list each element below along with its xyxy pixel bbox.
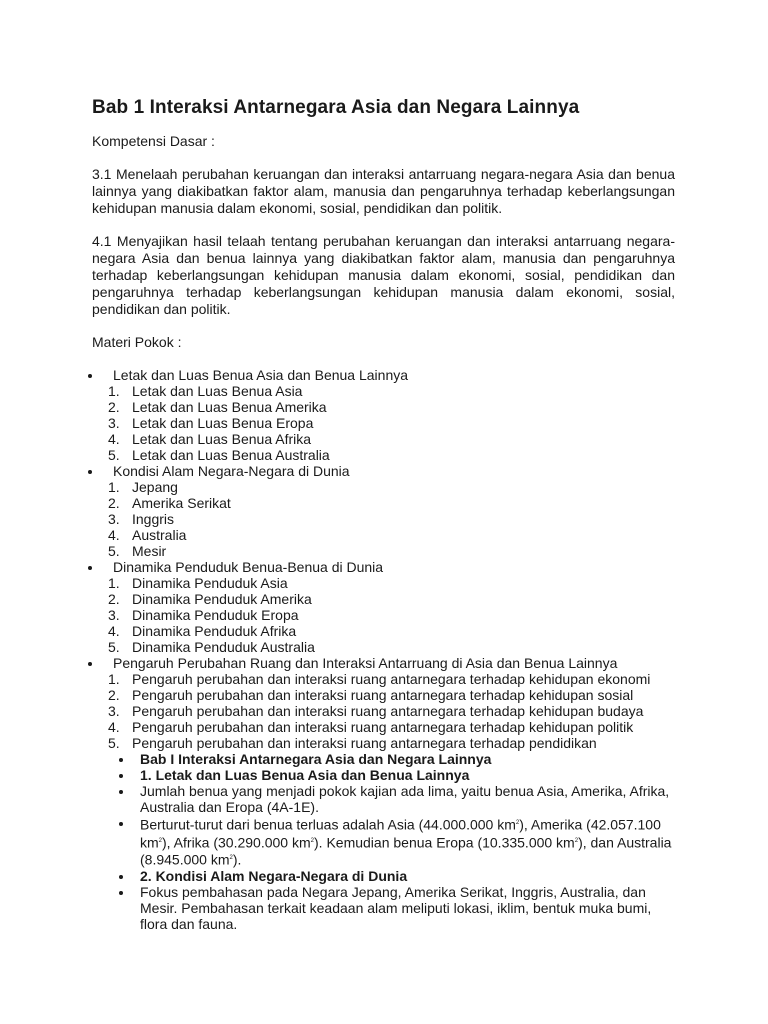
list-item: 2. Dinamika Penduduk Amerika [108,591,312,607]
list-item: 4. Dinamika Penduduk Afrika [108,623,297,639]
luas-benua-text: Berturut-turut dari benua terluas adalah Asia (44.000.000 $km^2$), Amerika (42.057.100 $km^2$), Afrika (30.290.000 $km^2$). Kemudian benua Eropa (10.335.000 $km^2$), dan Australia (8.945.000 $km^2$). [92,815,675,868]
list-item: Letak dan Luas Benua Asia dan Benua Lainnya [92,367,675,383]
kompetensi-label: Kompetensi Dasar : [92,133,215,149]
jumlah-benua-text: Jumlah benua yang menjadi pokok kajian ada lima, yaitu benua Asia, Amerika, Afrika, Australia dan Eropa (4A-1E). [92,783,675,815]
list-item: 3. Letak dan Luas Benua Eropa [108,415,314,431]
kd-3-1: 3.1 Menelaah perubahan keruangan dan interaksi antarruang negara-negara Asia dan benua lainnya yang diakibatkan faktor alam, manusia dan pengaruhnya terhadap keberlangsungan kehidupan manusia dalam ekonomi, sosial, pendidikan dan politik. [92,166,675,216]
list-item: 3. Pengaruh perubahan dan interaksi ruang antarnegara terhadap kehidupan budaya [108,703,644,719]
list-item: 3. Inggris [108,511,175,527]
list-item: 4. Letak dan Luas Benua Afrika [108,431,312,447]
list-item: 1. Dinamika Penduduk Asia [108,575,288,591]
list-item: 5. Mesir [108,543,167,559]
list-item: 4. Pengaruh perubahan dan interaksi ruang antarnegara terhadap kehidupan politik [108,719,634,735]
list-item: 1. Jepang [108,479,178,495]
list-item: Pengaruh Perubahan Ruang dan Interaksi Antarruang di Asia dan Benua Lainnya [92,655,675,671]
letak-heading: 1. Letak dan Luas Benua Asia dan Benua Lainnya [92,767,675,783]
list-item: 1. Pengaruh perubahan dan interaksi ruang antarnegara terhadap kehidupan ekonomi [108,671,651,687]
materi-label: Materi Pokok : [92,334,182,350]
list-item: 4. Australia [108,527,187,543]
bab-heading: Bab I Interaksi Antarnegara Asia dan Negara Lainnya [92,751,675,767]
list-item: 2. Letak dan Luas Benua Amerika [108,399,327,415]
list-item: 5. Letak dan Luas Benua Australia [108,447,330,463]
list-item: 2. Amerika Serikat [108,495,231,511]
list-item: 1. Letak dan Luas Benua Asia [108,383,303,399]
list-item: 5. Dinamika Penduduk Australia [108,639,315,655]
kd-4-1: 4.1 Menyajikan hasil telaah tentang perubahan keruangan dan interaksi antarruang negara-negara Asia dan benua lainnya yang diakibatkan faktor alam, manusia dan pengaruhnya terhadap keberlangsungan kehidupan manusia dalam ekonomi, sosial, pendidikan dan pengaruhnya terhadap keberlangsungan kehidupan manusia dalam ekonomi, sosial, pendidikan dan politik. [92,233,675,317]
materi-list [92,367,675,932]
list-item: Dinamika Penduduk Benua-Benua di Dunia [92,559,675,575]
list-item: 2. Pengaruh perubahan dan interaksi ruang antarnegara terhadap kehidupan sosial [108,687,634,703]
page-title: Bab 1 Interaksi Antarnegara Asia dan Negara Lainnya [92,97,580,118]
list-item: Kondisi Alam Negara-Negara di Dunia [92,463,675,479]
list-item: 5. Pengaruh perubahan dan interaksi ruang antarnegara terhadap pendidikan [108,735,597,751]
list-item: 3. Dinamika Penduduk Eropa [108,607,299,623]
document-page [92,96,675,932]
fokus-text: Fokus pembahasan pada Negara Jepang, Amerika Serikat, Inggris, Australia, dan Mesir. Pembahasan terkait keadaan alam meliputi lokasi, iklim, bentuk muka bumi, flora dan fauna. [92,884,675,932]
kondisi-heading: 2. Kondisi Alam Negara-Negara di Dunia [92,868,675,884]
